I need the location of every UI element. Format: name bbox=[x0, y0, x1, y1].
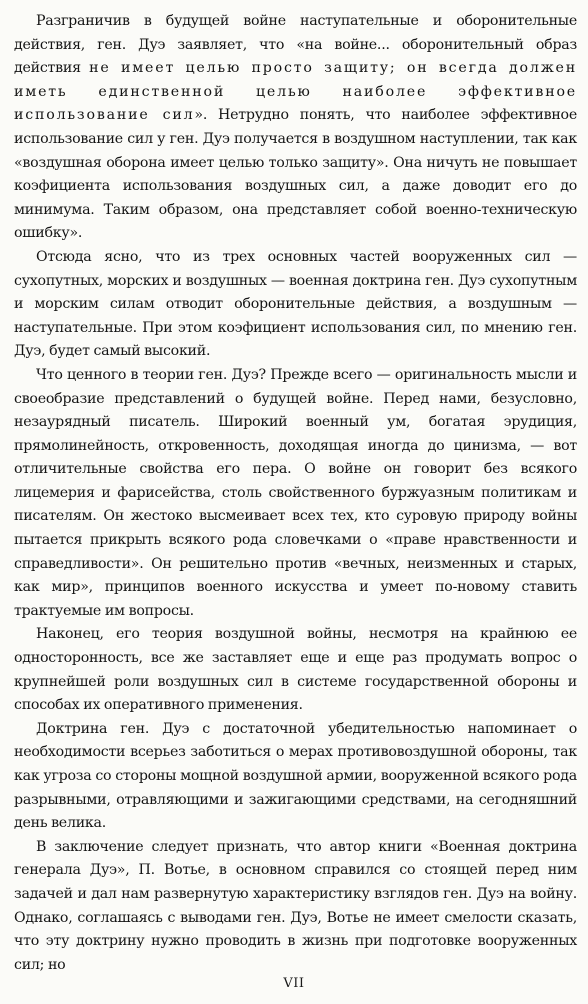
paragraph-3: Что ценного в теории ген. Дуэ? Прежде всего — оригинальность мысли и своеобразие представлений о будущей войне. Перед нами, безусловно, незаурядный писатель. Широкий военный ум, богатая эрудиция, прямолинейность, откровенность, доходящая иногда до цинизма, — вот отличительные свойства его пера. О войне он говорит без всякого лицемерия и фарисейства, столь свойственного буржуазным политикам и писателям. Он жестоко высмеивает всех тех, кто суровую природу войны пытается прикрыть всякого рода словечками о «праве нравственности и справедливости». Он решительно против «вечных, неизменных и старых, как мир», принципов военного искусства и умеет по-новому ставить трактуемые им вопросы. bbox=[14, 366, 577, 619]
page-text bbox=[14, 10, 577, 977]
paragraph-4: Наконец, его теория воздушной войны, несмотря на крайнюю ее односторонность, все же заставляет еще и еще раз продумать вопрос о крупнейшей роли воздушных сил в системе государственной обороны и способах их оперативного применения. bbox=[14, 626, 577, 714]
paragraph-1-tail: ». Нетрудно понять, что наиболее эффективное использование сил у ген. Дуэ получается в воздушном наступлении, так как «воздушная оборона имеет целью только защиту». Она ничуть не повышает коэфициента использования воздушных сил, а даже доводит его до минимума. Таким образом, она представляет собой военно-техническую ошибку». bbox=[14, 107, 577, 242]
page-number: VII bbox=[283, 976, 305, 991]
paragraph-5: Доктрина ген. Дуэ с достаточной убедительностью напоминает о необходимости всерьез заботиться о мерах противовоздушной обороны, так как угроза со стороны мощной воздушной армии, вооруженной всякого рода разрывными, отравляющими и зажигающими средствами, на сегодняшний день велика. bbox=[14, 720, 577, 832]
paragraph-1-lead: Разграничив в будущей войне наступательные и оборонительные действия, ген. Дуэ заявляет, что «на войне... оборонительный образ действия bbox=[14, 13, 577, 77]
paragraph-1-spaced-emphasis: не имеет целью просто защиту; он всегда должен иметь единственной целью наиболее эффективное использование сил bbox=[14, 60, 578, 124]
paragraph-2: Отсюда ясно, что из трех основных частей вооруженных сил — сухопутных, морских и воздушных — военная доктрина ген. Дуэ сухопутным и морским силам отводит оборонительные действия, а воздушным — наступательные. При этом коэфициент использования сил, по мнению ген. Дуэ, будет самый высокий. bbox=[14, 248, 577, 360]
paragraph-6: В заключение следует признать, что автор книги «Военная доктрина генерала Дуэ», П. Вотье, в основном справился со стоящей перед ним задачей и дал нам развернутую характеристику взглядов ген. Дуэ на войну. Однако, соглашаясь с выводами ген. Дуэ, Вотье не имеет смелости сказать, что эту доктрину нужно проводить в жизнь при подготовке вооруженных сил; но bbox=[14, 838, 577, 973]
paragraph-1 bbox=[14, 10, 577, 246]
